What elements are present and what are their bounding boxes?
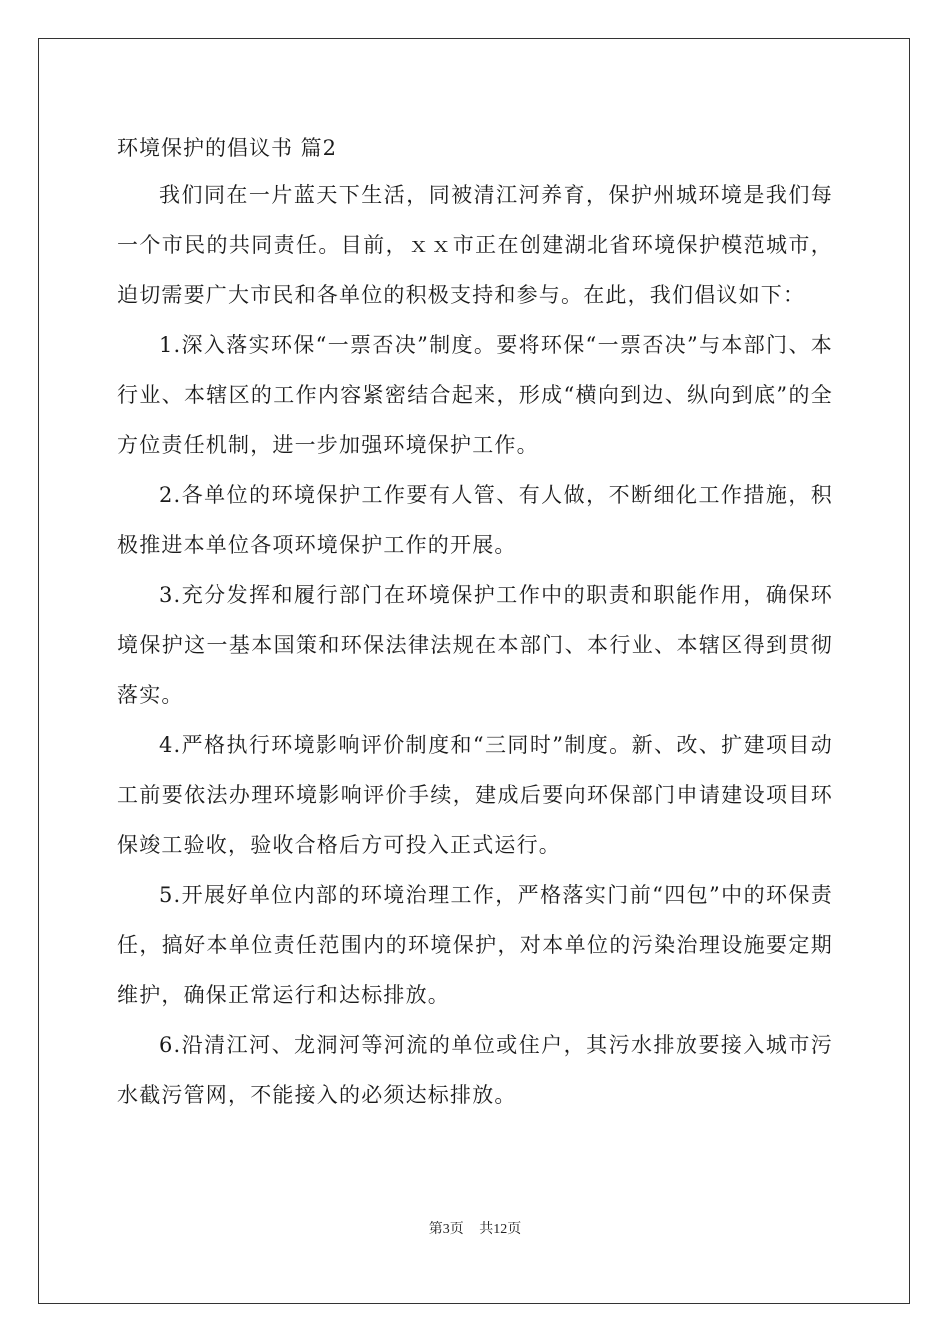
paragraph-intro: 我们同在一片蓝天下生活，同被清江河养育，保护州城环境是我们每一个市民的共同责任。目前，ｘｘ市正在创建湖北省环境保护模范城市，迫切需要广大市民和各单位的积极支持和参与。在此，我们倡议如下： bbox=[117, 183, 833, 307]
paragraph-item-6: 6.沿清江河、龙洞河等河流的单位或住户，其污水排放要接入城市污水截污管网，不能接入的必须达标排放。 bbox=[117, 1033, 833, 1107]
document-title: 环境保护的倡议书 篇2 bbox=[117, 136, 338, 160]
page-total: 共12页 bbox=[479, 1222, 522, 1237]
paragraph-item-1: 1.深入落实环保“一票否决”制度。要将环保“一票否决”与本部门、本行业、本辖区的工作内容紧密结合起来，形成“横向到边、纵向到底”的全方位责任机制，进一步加强环境保护工作。 bbox=[117, 333, 833, 457]
document-body bbox=[117, 128, 833, 1120]
paragraph-item-3: 3.充分发挥和履行部门在环境保护工作中的职责和职能作用，确保环境保护这一基本国策和环保法律法规在本部门、本行业、本辖区得到贯彻落实。 bbox=[117, 583, 833, 707]
paragraph-item-2: 2.各单位的环境保护工作要有人管、有人做，不断细化工作措施，积极推进本单位各项环境保护工作的开展。 bbox=[117, 483, 833, 557]
paragraph-item-4: 4.严格执行环境影响评价制度和“三同时”制度。新、改、扩建项目动工前要依法办理环境影响评价手续，建成后要向环保部门申请建设项目环保竣工验收，验收合格后方可投入正式运行。 bbox=[117, 733, 833, 857]
page-footer bbox=[0, 1218, 950, 1238]
paragraph-item-5: 5.开展好单位内部的环境治理工作，严格落实门前“四包”中的环保责任，搞好本单位责任范围内的环境保护，对本单位的污染治理设施要定期维护，确保正常运行和达标排放。 bbox=[117, 883, 833, 1007]
page-number: 第3页 bbox=[428, 1222, 464, 1237]
